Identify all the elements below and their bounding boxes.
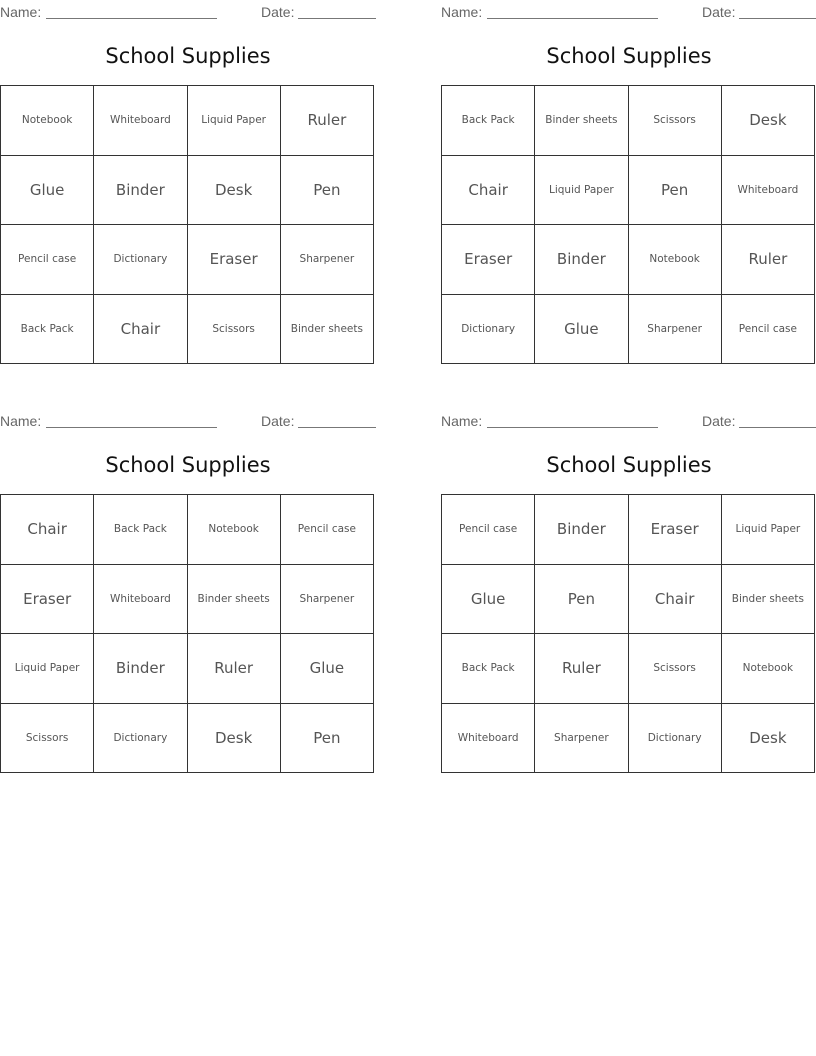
bingo-cell: Binder sheets xyxy=(281,295,374,365)
bingo-card-4 xyxy=(441,411,816,791)
bingo-cell: Desk xyxy=(722,86,815,156)
bingo-cell: Pencil case xyxy=(442,495,535,565)
bingo-cell: Binder sheets xyxy=(535,86,628,156)
name-blank xyxy=(487,18,658,19)
bingo-cell: Glue xyxy=(442,565,535,635)
date-blank xyxy=(298,18,376,19)
bingo-cell: Scissors xyxy=(629,86,722,156)
bingo-cell: Pen xyxy=(281,156,374,226)
bingo-cell: Pen xyxy=(629,156,722,226)
bingo-cell: Desk xyxy=(188,156,281,226)
bingo-cell: Glue xyxy=(281,634,374,704)
name-blank xyxy=(46,427,217,428)
card-title: School Supplies xyxy=(546,44,712,68)
bingo-cell: Pencil case xyxy=(722,295,815,365)
name-label: Name: xyxy=(441,4,483,20)
bingo-cell: Dictionary xyxy=(629,704,722,774)
bingo-cell: Liquid Paper xyxy=(1,634,94,704)
bingo-cell: Chair xyxy=(1,495,94,565)
card-title: School Supplies xyxy=(105,453,271,477)
bingo-cell: Pen xyxy=(281,704,374,774)
bingo-cell: Desk xyxy=(722,704,815,774)
bingo-cell: Whiteboard xyxy=(722,156,815,226)
bingo-cell: Sharpener xyxy=(535,704,628,774)
bingo-cell: Dictionary xyxy=(94,704,187,774)
bingo-cell: Eraser xyxy=(629,495,722,565)
bingo-cell: Chair xyxy=(442,156,535,226)
bingo-card-1 xyxy=(0,2,376,382)
bingo-cell: Whiteboard xyxy=(94,86,187,156)
bingo-cell: Scissors xyxy=(629,634,722,704)
date-blank xyxy=(298,427,376,428)
bingo-cell: Dictionary xyxy=(442,295,535,365)
date-blank xyxy=(739,18,816,19)
bingo-cell: Binder xyxy=(94,156,187,226)
card-title: School Supplies xyxy=(105,44,271,68)
bingo-cell: Pencil case xyxy=(281,495,374,565)
bingo-cell: Notebook xyxy=(722,634,815,704)
bingo-cell: Back Pack xyxy=(442,634,535,704)
bingo-cell: Whiteboard xyxy=(442,704,535,774)
date-blank xyxy=(739,427,816,428)
bingo-cell: Binder xyxy=(535,495,628,565)
bingo-cell: Notebook xyxy=(1,86,94,156)
bingo-cell: Liquid Paper xyxy=(535,156,628,226)
card-header xyxy=(441,411,816,431)
bingo-cell: Eraser xyxy=(188,225,281,295)
bingo-cell: Pencil case xyxy=(1,225,94,295)
bingo-cell: Ruler xyxy=(535,634,628,704)
date-label: Date: xyxy=(261,413,295,429)
bingo-cell: Sharpener xyxy=(281,565,374,635)
bingo-cell: Scissors xyxy=(1,704,94,774)
bingo-cell: Ruler xyxy=(722,225,815,295)
bingo-cell: Desk xyxy=(188,704,281,774)
bingo-cell: Scissors xyxy=(188,295,281,365)
bingo-cell: Dictionary xyxy=(94,225,187,295)
bingo-cell: Notebook xyxy=(629,225,722,295)
bingo-card-2 xyxy=(441,2,816,382)
bingo-grid xyxy=(0,85,374,364)
bingo-cell: Chair xyxy=(629,565,722,635)
bingo-cell: Ruler xyxy=(188,634,281,704)
name-blank xyxy=(487,427,658,428)
bingo-card-3 xyxy=(0,411,376,791)
bingo-cell: Eraser xyxy=(442,225,535,295)
date-label: Date: xyxy=(702,413,736,429)
card-header xyxy=(0,411,376,431)
card-header xyxy=(0,2,376,22)
bingo-cell: Chair xyxy=(94,295,187,365)
name-label: Name: xyxy=(0,413,42,429)
date-label: Date: xyxy=(702,4,736,20)
bingo-cell: Liquid Paper xyxy=(722,495,815,565)
bingo-cell: Glue xyxy=(1,156,94,226)
bingo-grid xyxy=(0,494,374,773)
bingo-cell: Back Pack xyxy=(442,86,535,156)
bingo-cell: Sharpener xyxy=(629,295,722,365)
bingo-cell: Eraser xyxy=(1,565,94,635)
bingo-grid xyxy=(441,494,815,773)
bingo-cell: Back Pack xyxy=(1,295,94,365)
bingo-cell: Pen xyxy=(535,565,628,635)
name-label: Name: xyxy=(0,4,42,20)
bingo-cell: Sharpener xyxy=(281,225,374,295)
date-label: Date: xyxy=(261,4,295,20)
bingo-cell: Whiteboard xyxy=(94,565,187,635)
name-blank xyxy=(46,18,217,19)
card-title: School Supplies xyxy=(546,453,712,477)
bingo-cell: Back Pack xyxy=(94,495,187,565)
bingo-cell: Binder xyxy=(94,634,187,704)
bingo-cell: Binder sheets xyxy=(188,565,281,635)
bingo-cell: Notebook xyxy=(188,495,281,565)
bingo-cell: Liquid Paper xyxy=(188,86,281,156)
bingo-cell: Binder xyxy=(535,225,628,295)
bingo-cell: Ruler xyxy=(281,86,374,156)
bingo-grid xyxy=(441,85,815,364)
bingo-cell: Glue xyxy=(535,295,628,365)
card-header xyxy=(441,2,816,22)
name-label: Name: xyxy=(441,413,483,429)
bingo-cell: Binder sheets xyxy=(722,565,815,635)
